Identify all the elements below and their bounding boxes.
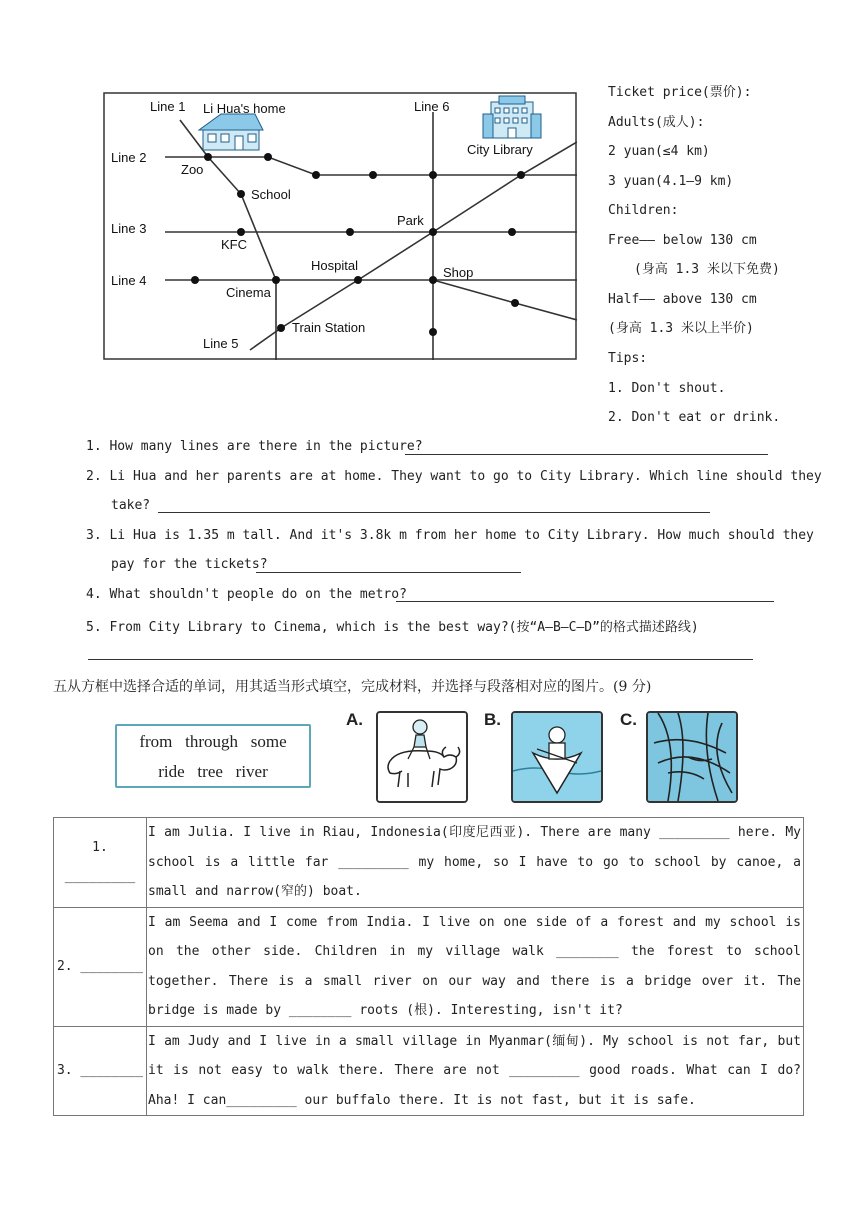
station-dot — [272, 276, 280, 284]
label-line-3: Line 3 — [111, 221, 147, 236]
question-2-line-2: take? — [111, 498, 151, 513]
question-1: 1. How many lines are there in the picture? — [86, 439, 423, 454]
label-line-4: Line 4 — [111, 273, 147, 288]
station-dot — [508, 228, 516, 236]
station-dot — [277, 324, 285, 332]
question-3-line-1: 3. Li Hua is 1.35 m tall. And it's 3.8k m from her home to City Library. How much should they — [86, 528, 814, 543]
label-cinema: Cinema — [226, 285, 271, 300]
picture-label-b: B. — [484, 710, 501, 729]
station-dot — [429, 228, 437, 236]
station-dot — [429, 276, 437, 284]
ticket-children: Children: — [608, 203, 679, 218]
answer-line-3[interactable] — [256, 572, 521, 573]
station-dot — [204, 153, 212, 161]
ticket-adult-price-1: 2 yuan(≤4 km) — [608, 144, 710, 159]
label-shop: Shop — [443, 265, 474, 280]
label-kfc: KFC — [221, 237, 247, 252]
station-dot — [237, 190, 245, 198]
ticket-adults: Adults(成人): — [608, 115, 705, 130]
label-train-station: Train Station — [292, 320, 366, 335]
tip-2: 2. Don't eat or drink. — [608, 410, 781, 425]
station-dot — [237, 228, 245, 236]
word-box — [115, 724, 311, 788]
answer-blank-3[interactable]: 3. ________ — [54, 1026, 147, 1116]
table-row — [54, 1026, 804, 1116]
passage-1: I am Julia. I live in Riau, Indonesia(印度尼西亚). There are many _________ here. My school is a little far _________ my home, so I have to go to school by canoe, a small and narrow(窄的) boat. — [147, 818, 804, 908]
answer-line-2[interactable] — [158, 512, 710, 513]
word-box-row-2: ride tree river — [158, 762, 268, 781]
station-dot — [191, 276, 199, 284]
table-row — [54, 818, 804, 908]
station-dot — [429, 328, 437, 336]
tip-1: 1. Don't shout. — [608, 381, 726, 396]
label-school: School — [251, 187, 291, 202]
ticket-adult-price-2: 3 yuan(4.1—9 km) — [608, 174, 734, 189]
answer-line-1[interactable] — [405, 454, 768, 455]
answer-blank-2[interactable]: 2. ________ — [54, 907, 147, 1026]
word-box-row-1: from through some — [139, 732, 287, 751]
question-3-line-2: pay for the tickets? — [111, 557, 268, 572]
ticket-title: Ticket price(票价): — [608, 85, 752, 100]
station-dot — [312, 171, 320, 179]
passage-2: I am Seema and I come from India. I live on one side of a forest and my school is on the other side. Children in my village walk ________ the forest to school together. There is a small river on our way and there is a bridge over it. The bridge is made by ________ roots (根). Interesting, isn't it? — [147, 907, 804, 1026]
answer-line-5[interactable] — [88, 659, 753, 660]
question-4: 4. What shouldn't people do on the metro? — [86, 587, 407, 602]
label-zoo: Zoo — [181, 162, 204, 177]
canoe-picture — [511, 711, 603, 803]
ticket-half-note: (身高 1.3 米以上半价) — [608, 321, 754, 336]
passage-table — [53, 817, 804, 1116]
tips-title: Tips: — [608, 351, 648, 366]
station-dot — [517, 171, 525, 179]
label-city-library: City Library — [467, 142, 533, 157]
label-line-2: Line 2 — [111, 150, 147, 165]
station-dot — [369, 171, 377, 179]
station-dot — [511, 299, 519, 307]
root-bridge-picture — [646, 711, 738, 803]
ticket-free-note: (身高 1.3 米以下免费) — [634, 262, 780, 277]
section-5-title: 五从方框中选择合适的单词，用其适当形式填空，完成材料，并选择与段落相对应的图片。(9 分) — [53, 679, 652, 695]
answer-blank-1[interactable]: 1. _________ — [54, 818, 147, 908]
label-line-1: Line 1 — [150, 99, 186, 114]
answer-line-4[interactable] — [396, 601, 774, 602]
ticket-free: Free—— below 130 cm — [608, 233, 757, 248]
label-line-5: Line 5 — [203, 336, 239, 351]
passage-3: I am Judy and I live in a small village in Myanmar(缅甸). My school is not far, but it is not easy to walk there. There are not _________ good roads. What can I do? Aha! I can_________ our buffalo there. It is not fast, but it is safe. — [147, 1026, 804, 1116]
picture-label-c: C. — [620, 710, 637, 729]
label-park: Park — [397, 213, 424, 228]
table-row — [54, 907, 804, 1026]
buffalo-rider-picture — [376, 711, 468, 803]
metro-map — [103, 92, 577, 360]
question-5: 5. From City Library to Cinema, which is the best way?(按“A—B—C—D”的格式描述路线) — [86, 620, 699, 635]
question-2-line-1: 2. Li Hua and her parents are at home. They want to go to City Library. Which line should they — [86, 469, 822, 484]
label-line-6: Line 6 — [414, 99, 450, 114]
picture-label-a: A. — [346, 710, 363, 729]
label-hospital: Hospital — [311, 258, 358, 273]
building-icon — [483, 96, 541, 138]
ticket-half: Half—— above 130 cm — [608, 292, 757, 307]
station-dot — [354, 276, 362, 284]
label-li-hua-home: Li Hua's home — [203, 101, 286, 116]
station-dot — [264, 153, 272, 161]
station-dot — [429, 171, 437, 179]
station-dot — [346, 228, 354, 236]
